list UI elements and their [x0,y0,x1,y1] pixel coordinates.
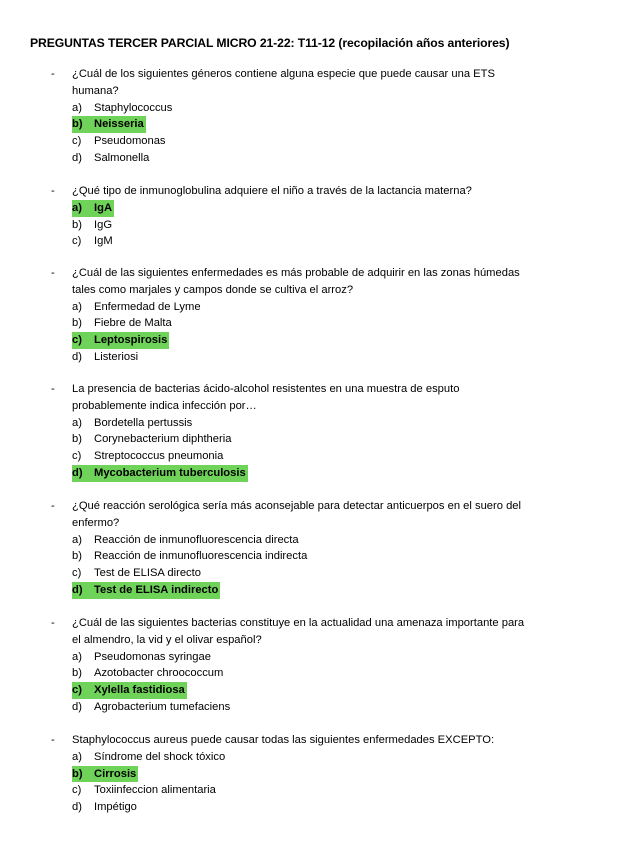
option [72,799,137,816]
option-correct-highlighted [72,682,187,699]
option-text: Pseudomonas [94,135,166,148]
option-text: Impétigo [94,801,137,814]
option [72,649,211,666]
option-letter: d) [72,152,82,164]
option-text: Azotobacter chroococcum [94,667,224,680]
option [72,782,216,799]
option-letter: a) [72,750,82,763]
option-text: Agrobacterium tumefaciens [94,701,231,713]
question-text: La presencia de bacterias ácido-alcohol resistentes en una muestra de esputo probablemente indica infección por… [72,383,460,412]
question-text: ¿Qué tipo de inmunoglobulina adquiere el niño a través de la lactancia materna? [72,185,472,197]
option-letter: d) [72,467,83,479]
question-text: ¿Cuál de los siguientes géneros contiene alguna especie que puede causar una ETS humana? [72,68,495,97]
option-letter: d) [72,701,82,713]
option-letter: b) [72,433,82,446]
option [72,665,223,682]
option-letter: c) [72,235,82,248]
option-text: Leptospirosis [94,334,168,347]
question-text: ¿Qué reacción serológica sería más aconsejable para detectar anticuerpos en el suero del enfermo? [72,500,521,529]
option-text: IgA [94,201,113,214]
option-letter: a) [72,650,82,663]
bullet-dash: - [51,734,55,746]
option-text: Test de ELISA indirecto [94,584,219,596]
bullet-dash: - [51,267,55,279]
option [72,100,172,117]
bullet-dash: - [51,68,55,80]
option [72,699,230,716]
option-letter: d) [72,801,82,814]
option-text: Xylella fastidiosa [94,684,185,697]
option [72,349,138,366]
option-text: Fiebre de Malta [94,317,172,330]
question-text: ¿Cuál de las siguientes enfermedades es más probable de adquirir en las zonas húmedas tales como marjales y campos donde se cultiva el arroz? [72,267,520,296]
bullet-dash: - [51,185,55,197]
option-text: Test de ELISA directo [94,567,201,580]
option-correct-highlighted [72,465,248,482]
option-correct-highlighted [72,116,146,133]
option-text: Toxiinfeccion alimentaria [94,784,216,797]
option-text: Pseudomonas syringae [94,650,211,663]
option-letter: b) [72,667,82,680]
question-text: Staphylococcus aureus puede causar todas las siguientes enfermedades EXCEPTO: [72,734,495,746]
option-correct-highlighted [72,200,114,217]
option-text: Reacción de inmunofluorescencia indirecta [94,550,308,563]
option-text: IgG [94,218,113,231]
option [72,448,223,465]
option-letter: b) [72,550,82,563]
option [72,415,192,432]
option-text: Salmonella [94,152,150,164]
option-text: Cirrosis [94,767,137,780]
option [72,315,172,332]
option-text: Bordetella pertussis [94,416,193,429]
option [72,548,307,565]
option-letter: c) [72,684,82,697]
option-letter: c) [72,784,82,797]
option-letter: a) [72,300,82,313]
option-letter: d) [72,584,83,596]
option-text: Enfermedad de Lyme [94,300,201,313]
option-text: Reacción de inmunofluorescencia directa [94,533,299,546]
option [72,431,231,448]
option-text: Síndrome del shock tóxico [94,750,226,763]
option-text: Streptococcus pneumonia [94,450,224,463]
bullet-dash: - [51,617,55,629]
option [72,133,166,150]
option [72,532,299,549]
option [72,217,112,234]
option [72,299,201,316]
option-letter: a) [72,416,82,429]
option-letter: a) [72,533,82,546]
option-letter: b) [72,218,82,231]
option-letter: a) [72,201,82,214]
option-text: Neisseria [94,118,144,131]
option-text: IgM [94,235,113,248]
option [72,565,201,582]
option-text: Listeriosi [94,351,139,363]
option [72,749,225,766]
option-letter: b) [72,767,83,780]
option [72,233,113,250]
option-letter: c) [72,567,82,580]
option-correct-highlighted [72,582,220,599]
option-text: Mycobacterium tuberculosis [94,467,246,479]
bullet-dash: - [51,500,55,512]
option-correct-highlighted [72,332,169,349]
option-letter: d) [72,351,82,363]
option-letter: b) [72,317,82,330]
document-title: PREGUNTAS TERCER PARCIAL MICRO 21-22: T11-12 (recopilación años anteriores) [30,36,510,50]
option [72,150,149,167]
option-letter: a) [72,101,82,114]
option-text: Corynebacterium diphtheria [94,433,232,446]
option-correct-highlighted [72,766,138,783]
option-letter: c) [72,450,82,463]
option-letter: c) [72,334,82,347]
question-text: ¿Cuál de las siguientes bacterias constituye en la actualidad una amenaza importante para el almendro, la vid y el olivar español? [72,617,525,646]
bullet-dash: - [51,383,55,395]
option-text: Staphylococcus [94,101,173,114]
option-letter: c) [72,135,82,148]
option-letter: b) [72,118,83,131]
